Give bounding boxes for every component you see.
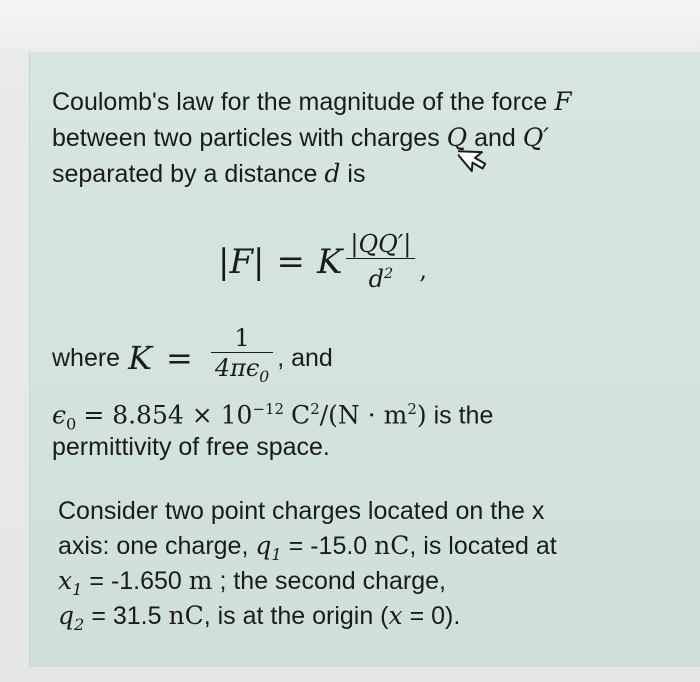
formula-equals: = [276,242,306,282]
origin-eq: = 0 [409,602,446,630]
permittivity-line [52,430,330,465]
q1-value: = -15.0 [288,532,368,560]
intro-line-3 [52,156,365,192]
intro-text-1: Coulomb's law for the magnitude of the force [52,88,548,116]
var-x1 [58,566,83,599]
permittivity-text: permittivity of free space. [52,433,330,461]
var-Q-prime: Q′ [522,123,549,152]
epsilon-tail: is the [433,401,494,430]
var-q2 [58,601,85,634]
where-and: , and [277,343,333,372]
var-Q: Q [446,123,468,152]
problem-line-1 [58,494,544,529]
formula-fraction [346,230,415,295]
formula-comma: , [419,256,428,284]
units-C-exp: 2 [310,400,320,418]
problem-text-4: , is at the origin ( [203,602,389,630]
x1-value: = -1.650 [89,567,182,595]
problem-text-2: axis: one charge, [58,532,249,560]
var-F: F [554,87,572,116]
intro-text-2: between two particles with charges [52,124,440,152]
intro-line-1 [52,84,572,120]
q1-unit: nC [374,531,410,560]
origin-end: ). [445,602,461,630]
coulomb-formula [218,222,427,302]
where-K: K [128,339,152,377]
formula-K: K [317,242,343,282]
where-equals: = [166,339,193,377]
units-C: C [291,400,311,430]
where-word: where [52,343,121,372]
var-q1 [255,531,282,564]
q1-sub: 1 [271,545,282,564]
where-numerator: 1 [234,323,250,352]
var-d: d [324,159,341,188]
problem-text-3: ; the second charge, [219,567,447,595]
q1-symbol: q [255,531,272,560]
units-m-exp: 2 [407,400,417,418]
intro-and: and [474,124,516,152]
background-strip [0,0,700,50]
intro-is: is [347,160,366,188]
formula-numerator: |QQ′| [350,229,412,258]
where-denominator [211,353,273,392]
where-fraction [211,324,273,392]
den-d: d [368,265,385,294]
den-sub-0: 0 [259,368,270,387]
where-line [52,323,333,390]
den-exponent: 2 [384,266,394,283]
problem-text-2b: , is located at [409,532,557,560]
epsilon-exponent: −12 [252,400,285,418]
q2-sub: 2 [74,615,85,634]
problem-line-4 [58,598,460,642]
q2-unit: nC [168,601,204,630]
epsilon-value: = 8.854 × 10 [83,400,253,430]
x1-sub: 1 [72,580,83,599]
problem-text-1: Consider two point charges located on the x [58,497,545,525]
formula-denominator [365,259,398,294]
formula-lhs: |F| [218,242,265,282]
epsilon-symbol: ϵ [52,400,67,430]
origin-x: x [388,601,403,630]
intro-text-3: separated by a distance [52,160,318,188]
units-N-m: /(N · m [319,400,408,430]
x1-symbol: x [58,566,73,595]
mouse-cursor-icon [458,137,494,177]
epsilon-sub: 0 [66,414,77,434]
q2-symbol: q [58,601,75,630]
q2-value: = 31.5 [91,602,162,630]
x1-unit: m [188,566,213,595]
den-4pi-eps: 4πϵ [214,354,260,383]
units-close: ) [416,400,427,430]
